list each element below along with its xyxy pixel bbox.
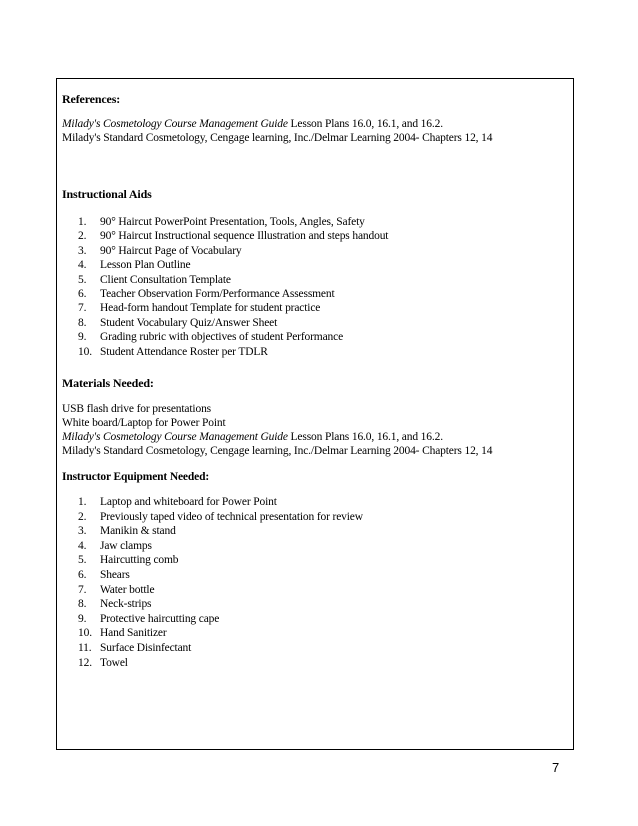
equipment-item-text: Laptop and whiteboard for Power Point — [100, 496, 277, 508]
equipment-item-number: 4. — [78, 539, 87, 552]
aid-item-number: 6. — [78, 288, 87, 300]
aid-item-text: Student Attendance Roster per TDLR — [100, 345, 268, 358]
materials-guide-title: Milady's Cosmetology Course Management Guide — [62, 431, 288, 443]
aid-item-text: Head-form handout Template for student practice — [100, 302, 321, 315]
equipment-item-text: Water bottle — [100, 583, 155, 596]
equipment-item-number: 3. — [78, 525, 87, 538]
references-line-2: Milady's Standard Cosmetology, Cengage learning, Inc./Delmar Learning 2004- Chapters 12, 14 — [62, 132, 493, 144]
equipment-item-text: Protective haircutting cape — [100, 612, 220, 625]
equipment-item-text: Surface Disinfectant — [100, 642, 192, 654]
materials-heading: Materials Needed: — [62, 376, 154, 390]
materials-line-4: Milady's Standard Cosmetology, Cengage learning, Inc./Delmar Learning 2004- Chapters 12, 14 — [62, 445, 493, 457]
aid-item-text: Student Vocabulary Quiz/Answer Sheet — [100, 316, 278, 329]
equipment-item-number: 2. — [78, 510, 87, 523]
equipment-item-text: Previously taped video of technical presentation for review — [100, 510, 363, 523]
equipment-item-text: Haircutting comb — [100, 554, 179, 567]
aid-item-number: 8. — [78, 316, 87, 329]
aid-item-number: 10. — [78, 345, 92, 358]
equipment-item-number: 7. — [78, 583, 87, 596]
aid-item-number: 4. — [78, 259, 87, 272]
equipment-item-text: Shears — [100, 569, 130, 581]
references-guide-title: Milady's Cosmetology Course Management Guide — [62, 118, 288, 130]
aid-item-number: 2. — [78, 230, 87, 243]
equipment-item-number: 6. — [78, 569, 87, 581]
aid-item-text: Teacher Observation Form/Performance Assessment — [100, 288, 335, 300]
equipment-item-number: 1. — [78, 496, 87, 508]
equipment-item-number: 11. — [78, 642, 92, 654]
equipment-item-text: Manikin & stand — [100, 525, 176, 538]
aid-item-text: 90° Haircut Page of Vocabulary — [100, 244, 242, 257]
aid-item-text: 90° Haircut PowerPoint Presentation, Tools, Angles, Safety — [100, 216, 365, 228]
references-line-1 — [62, 117, 443, 131]
aid-item-text: Grading rubric with objectives of student Performance — [100, 331, 344, 344]
page-number: 7 — [552, 760, 560, 775]
aid-item-text: Lesson Plan Outline — [100, 259, 191, 272]
materials-line-2: White board/Laptop for Power Point — [62, 417, 226, 429]
instructional-aids-heading: Instructional Aids — [62, 187, 152, 201]
aid-item-text: Client Consultation Template — [100, 273, 231, 286]
materials-guide-rest: Lesson Plans 16.0, 16.1, and 16.2. — [287, 431, 443, 443]
materials-line-1: USB flash drive for presentations — [62, 403, 211, 415]
references-heading: References: — [62, 92, 121, 106]
equipment-item-number: 9. — [78, 612, 87, 625]
equipment-heading: Instructor Equipment Needed: — [62, 471, 210, 483]
equipment-item-number: 12. — [78, 656, 92, 669]
aid-item-number: 7. — [78, 302, 87, 315]
equipment-item-text: Neck-strips — [100, 598, 152, 611]
aid-item-number: 5. — [78, 273, 87, 286]
equipment-item-text: Hand Sanitizer — [100, 627, 167, 640]
equipment-item-number: 10. — [78, 627, 92, 640]
equipment-item-text: Towel — [100, 656, 128, 669]
materials-line-3 — [62, 430, 443, 444]
aid-item-number: 3. — [78, 244, 87, 257]
aid-item-number: 9. — [78, 331, 87, 344]
references-guide-rest: Lesson Plans 16.0, 16.1, and 16.2. — [287, 118, 443, 130]
aid-item-number: 1. — [78, 216, 87, 228]
equipment-item-number: 5. — [78, 554, 87, 567]
equipment-item-text: Jaw clamps — [100, 539, 152, 552]
aid-item-text: 90° Haircut Instructional sequence Illustration and steps handout — [100, 230, 389, 243]
equipment-item-number: 8. — [78, 598, 87, 611]
